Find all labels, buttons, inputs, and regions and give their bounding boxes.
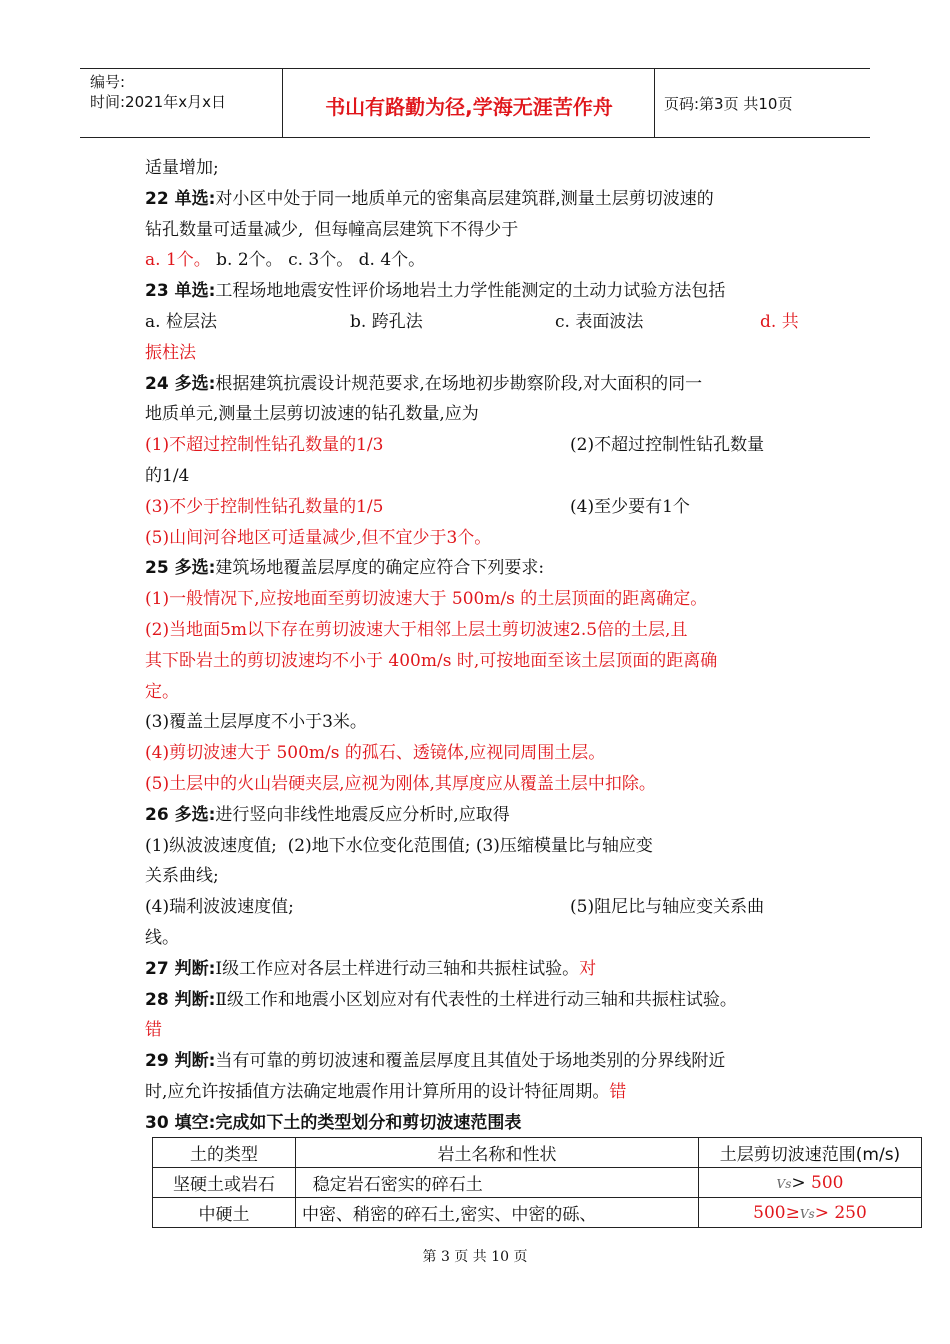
text-line (145, 215, 810, 246)
soil-desc-cell: 稳定岩石密实的碎石土 (296, 1168, 699, 1198)
option-text: (4)瑞利波波速度值; (145, 897, 294, 918)
text-line (145, 615, 810, 646)
text-line (145, 892, 810, 923)
text-line (145, 831, 810, 862)
header-motto: 书山有路勤为径,学海无涯苦作舟 (325, 95, 613, 119)
text-line (145, 1108, 810, 1139)
text-line (145, 985, 810, 1016)
line-text: (1)纵波波速度值; (2)地下水位变化范围值; (3)压缩模量比与轴应变 (145, 835, 653, 856)
line-text: 适量增加; (145, 158, 219, 178)
option-text: (2)不超过控制性钻孔数量 (570, 435, 765, 456)
question-number: 28 判断: (145, 989, 216, 1010)
question-number: 30 填空:完成如下土的类型划分和剪切波速范围表 (145, 1112, 522, 1133)
line-text: 线。 (145, 927, 179, 948)
answer-text: (5)土层中的火山岩硬夹层,应视为刚体,其厚度应从覆盖土层中扣除。 (145, 773, 656, 794)
question-number: 24 多选: (145, 373, 216, 394)
vs-symbol: Vs (776, 1176, 792, 1191)
answer-text: (5)山间河谷地区可适量减少,但不宜少于3个。 (145, 527, 492, 548)
line-text: 关系曲线; (145, 866, 219, 887)
soil-type-cell: 坚硬土或岩石 (153, 1168, 296, 1198)
question-number: 23 单选: (145, 281, 216, 302)
table-row (153, 1198, 922, 1228)
answer-text: 错 (145, 1020, 162, 1041)
date-label: 时间:2021年x月x日 (90, 93, 226, 111)
text-line (145, 769, 810, 800)
text-line (145, 553, 810, 584)
text-line (145, 707, 810, 738)
table-header-row (153, 1138, 922, 1168)
line-text: 的1/4 (145, 465, 190, 486)
header-page-label: 页码:第3页 共10页 (664, 95, 793, 113)
question-number: 26 多选: (145, 804, 216, 825)
question-number: 25 多选: (145, 558, 216, 579)
answer-text: (2)当地面5m以下存在剪切波速大于相邻上层土剪切波速2.5倍的土层,且 (145, 619, 688, 640)
number-label: 编号: (90, 73, 126, 91)
table-header-cell: 岩土名称和性状 (296, 1138, 699, 1168)
soil-type-cell: 中硬土 (153, 1198, 296, 1228)
soil-desc-cell: 中密、稍密的碎石土,密实、中密的砾、 (296, 1198, 699, 1228)
table-header-cell: 土层剪切波速范围(m/s) (699, 1138, 922, 1168)
text-line (145, 523, 810, 554)
answer-text: 其下卧岩土的剪切波速均不小于 400m/s 时,可按地面至该土层顶面的距离确 (145, 650, 718, 671)
option-text: (1)不超过控制性钻孔数量的1/3 (145, 435, 384, 456)
text-line (145, 430, 810, 461)
text-line (145, 677, 810, 708)
text-line (145, 800, 810, 831)
text-line (145, 399, 810, 430)
answer-text: (1)一般情况下,应按地面至剪切波速大于 500m/s 的土层顶面的距离确定。 (145, 589, 708, 610)
text-line (145, 1046, 810, 1077)
text-line (145, 646, 810, 677)
range-prefix: 500≥ (753, 1202, 800, 1223)
text-line (145, 861, 810, 892)
answer-text: 定。 (145, 681, 179, 702)
option-text: a. 检层法 (145, 311, 217, 332)
line-text: 根据建筑抗震设计规范要求,在场地初步勘察阶段,对大面积的同一 (215, 373, 703, 394)
option-text: b. 跨孔法 (350, 311, 423, 332)
question-number: 29 判断: (145, 1051, 216, 1072)
velocity-range-cell (699, 1168, 922, 1198)
velocity-range-cell (699, 1198, 922, 1228)
line-text: 进行竖向非线性地震反应分析时,应取得 (215, 804, 510, 825)
answer-text: 振柱法 (145, 342, 196, 363)
text-line (145, 338, 810, 369)
page-header (80, 68, 870, 138)
option-text: d. 共 (760, 311, 799, 332)
answer-text: a. 1个。 (145, 250, 211, 271)
page-footer: 第 3 页 共 10 页 (422, 1249, 528, 1265)
line-text: Ⅰ级工作应对各层土样进行动三轴和共振柱试验。 (215, 958, 580, 979)
text-line (145, 738, 810, 769)
option-text: (5)阻尼比与轴应变关系曲 (570, 897, 765, 918)
line-text: (3)覆盖土层厚度不小于3米。 (145, 712, 367, 733)
option-text: c. 表面波法 (555, 311, 644, 332)
line-text: Ⅱ级工作和地震小区划应对有代表性的土样进行动三轴和共振柱试验。 (215, 989, 737, 1010)
option-text: (3)不少于控制性钻孔数量的1/5 (145, 496, 384, 517)
text-line (145, 1015, 810, 1046)
line-text: 工程场地地震安性评价场地岩土力学性能测定的土动力试验方法包括 (215, 281, 726, 302)
text-line (145, 923, 810, 954)
question-number: 27 判断: (145, 958, 216, 979)
answer-text: 对 (579, 958, 597, 979)
line-text: 地质单元,测量土层剪切波速的钻孔数量,应为 (145, 404, 479, 425)
table-row (153, 1168, 922, 1198)
line-text: 建筑场地覆盖层厚度的确定应符合下列要求: (215, 558, 545, 579)
line-text: 时,应允许按插值方法确定地震作用计算所用的设计特征周期。 (145, 1081, 610, 1102)
question-number: 22 单选: (145, 188, 216, 209)
soil-type-table (152, 1137, 922, 1228)
text-line (145, 492, 810, 523)
range-value: 500 (811, 1172, 844, 1193)
line-text: 当有可靠的剪切波速和覆盖层厚度且其值处于场地类别的分界线附近 (215, 1051, 726, 1072)
option-text: (4)至少要有1个 (570, 496, 690, 517)
text-line (145, 307, 810, 338)
text-line (145, 584, 810, 615)
text-line (145, 276, 810, 307)
text-line (145, 954, 810, 985)
line-text: b. 2个。 c. 3个。 d. 4个。 (210, 250, 426, 271)
range-suffix: > 250 (814, 1202, 867, 1223)
vs-symbol: Vs (799, 1206, 815, 1221)
text-line (145, 245, 810, 276)
answer-text: (4)剪切波速大于 500m/s 的孤石、透镜体,应视同周围土层。 (145, 743, 606, 764)
answer-text: 错 (609, 1081, 627, 1102)
text-line (145, 369, 810, 400)
text-line (145, 153, 810, 184)
text-line (145, 461, 810, 492)
header-divider (282, 69, 283, 137)
text-line (145, 1077, 810, 1108)
line-text: 钻孔数量可适量减少, 但每幢高层建筑下不得少于 (145, 219, 519, 240)
text-line (145, 184, 810, 215)
range-suffix: > (791, 1172, 812, 1193)
line-text: 对小区中处于同一地质单元的密集高层建筑群,测量土层剪切波速的 (215, 188, 714, 209)
question-body (145, 153, 810, 1139)
table-header-cell: 土的类型 (153, 1138, 296, 1168)
header-divider (654, 69, 655, 137)
